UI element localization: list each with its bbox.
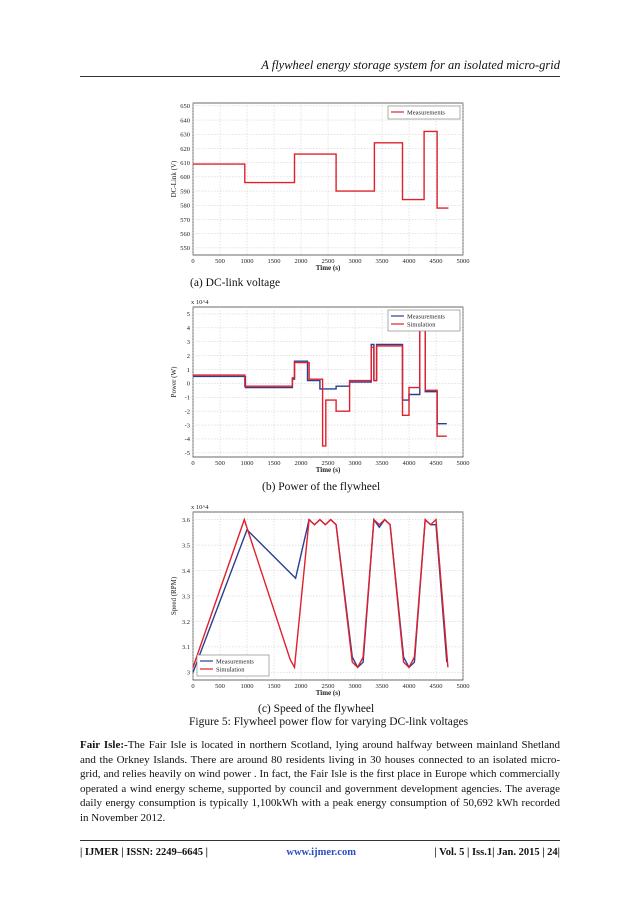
y-tick-label: 590 — [180, 188, 190, 196]
legend-label: Measurements — [407, 109, 445, 117]
caption-c: (c) Speed of the flywheel — [258, 703, 375, 715]
x-axis-label: Time (s) — [315, 689, 341, 697]
y-tick-label: 3 — [186, 669, 190, 677]
x-tick-label: 0 — [191, 460, 195, 467]
caption-b: (b) Power of the flywheel — [262, 481, 381, 493]
y-tick-label: 2 — [186, 352, 190, 360]
y-tick-label: 3.3 — [181, 593, 190, 601]
x-tick-label: 2000 — [294, 258, 308, 265]
y-tick-label: 0 — [186, 380, 190, 388]
x-tick-label: 3500 — [375, 683, 389, 690]
y-axis-label: Power (W) — [170, 366, 178, 398]
y-tick-label: 3.6 — [181, 516, 190, 524]
y-tick-label: 5 — [186, 311, 190, 319]
x-tick-label: 1000 — [240, 683, 254, 690]
running-title: A flywheel energy storage system for an isolated micro-grid — [261, 58, 560, 72]
x-tick-label: 1000 — [240, 460, 254, 467]
legend-label: Measurements — [407, 313, 445, 321]
header-rule — [80, 76, 560, 77]
x-tick-label: 1500 — [267, 258, 281, 265]
x-axis-label: Time (s) — [315, 466, 341, 474]
x-tick-label: 2000 — [294, 460, 308, 467]
x-tick-label: 2500 — [321, 683, 335, 690]
paragraph-text: The Fair Isle is located in northern Scotland, lying around halfway between mainland Shetland and the Orkney Islands. There are around 80 residents living in 30 houses connected to an isolated micro- grid, and relies heavily on wind power . In fact, the Fair Isle is the first place in Europe which commercially operated a wind energy scheme, supported by council and government development agencies. The average daily energy consumption is typically 1,100kWh with a peak energy consumption of 50,692 kWh recorded in November 2012. — [80, 739, 560, 824]
x-tick-label: 2500 — [321, 258, 335, 265]
x-tick-label: 500 — [215, 258, 225, 265]
x-tick-label: 4000 — [402, 258, 416, 265]
footer-website-link[interactable]: www.ijmer.com — [286, 847, 356, 858]
x-tick-label: 3000 — [348, 683, 362, 690]
y-tick-label: 560 — [180, 230, 190, 238]
y-tick-label: 620 — [180, 145, 190, 153]
footer — [80, 847, 560, 858]
y-tick-label: -4 — [184, 436, 190, 444]
x-tick-label: 5000 — [456, 460, 470, 467]
y-tick-label: -2 — [184, 408, 190, 416]
x-tick-label: 2000 — [294, 683, 308, 690]
x-tick-label: 1500 — [267, 683, 281, 690]
legend-label: Measurements — [216, 658, 254, 666]
x-tick-label: 0 — [191, 258, 195, 265]
y-tick-label: 640 — [180, 117, 190, 125]
y-tick-label: 3.4 — [181, 567, 190, 575]
figure-caption: Figure 5: Flywheel power flow for varying DC-link voltages — [189, 716, 469, 728]
x-tick-label: 500 — [215, 683, 225, 690]
y-tick-label: 3.5 — [181, 542, 190, 550]
legend-label: Simulation — [216, 666, 245, 674]
x-tick-label: 1500 — [267, 460, 281, 467]
x-tick-label: 3000 — [348, 460, 362, 467]
footer-rule — [80, 840, 560, 841]
body-paragraph — [80, 738, 560, 826]
y-tick-label: 650 — [180, 103, 190, 111]
legend-label: Simulation — [407, 321, 436, 329]
x-tick-label: 2500 — [321, 460, 335, 467]
x-tick-label: 4500 — [429, 258, 443, 265]
flywheel-power-chart — [168, 295, 470, 474]
x-tick-label: 3000 — [348, 258, 362, 265]
y-tick-label: 3.2 — [181, 618, 190, 626]
footer-volume: | Vol. 5 | Iss.1| Jan. 2015 | 24| — [434, 847, 560, 858]
x-tick-label: 0 — [191, 683, 195, 690]
y-tick-label: -1 — [184, 394, 190, 402]
y-tick-label: 550 — [180, 245, 190, 253]
x-tick-label: 4000 — [402, 460, 416, 467]
y-tick-label: 580 — [180, 202, 190, 210]
x-tick-label: 1000 — [240, 258, 254, 265]
y-tick-label: 610 — [180, 159, 190, 167]
y-tick-label: 570 — [180, 216, 190, 224]
x-tick-label: 500 — [215, 460, 225, 467]
x-tick-label: 5000 — [456, 683, 470, 690]
caption-a: (a) DC-link voltage — [190, 277, 281, 289]
x-tick-label: 3500 — [375, 460, 389, 467]
paragraph-lead: Fair Isle:- — [80, 739, 128, 751]
y-tick-label: -3 — [184, 422, 190, 430]
footer-issn: | IJMER | ISSN: 2249–6645 | — [80, 847, 208, 858]
x-tick-label: 3500 — [375, 258, 389, 265]
y-multiplier-label: x 10^4 — [191, 504, 209, 511]
y-tick-label: 3 — [186, 339, 190, 347]
y-tick-label: 1 — [186, 366, 190, 374]
y-axis-label: DC-Link (V) — [170, 160, 178, 198]
y-tick-label: 3.1 — [181, 644, 190, 652]
x-tick-label: 5000 — [456, 258, 470, 265]
y-axis-label: Speed (RPM) — [170, 576, 178, 616]
x-tick-label: 4500 — [429, 683, 443, 690]
flywheel-speed-chart — [168, 500, 470, 698]
x-tick-label: 4500 — [429, 460, 443, 467]
x-tick-label: 4000 — [402, 683, 416, 690]
y-tick-label: 600 — [180, 174, 190, 182]
y-tick-label: -5 — [184, 450, 190, 458]
y-tick-label: 630 — [180, 131, 190, 139]
y-multiplier-label: x 10^4 — [191, 299, 209, 306]
x-axis-label: Time (s) — [315, 264, 341, 272]
dc-link-voltage-chart — [168, 97, 470, 273]
y-tick-label: 4 — [186, 325, 190, 333]
